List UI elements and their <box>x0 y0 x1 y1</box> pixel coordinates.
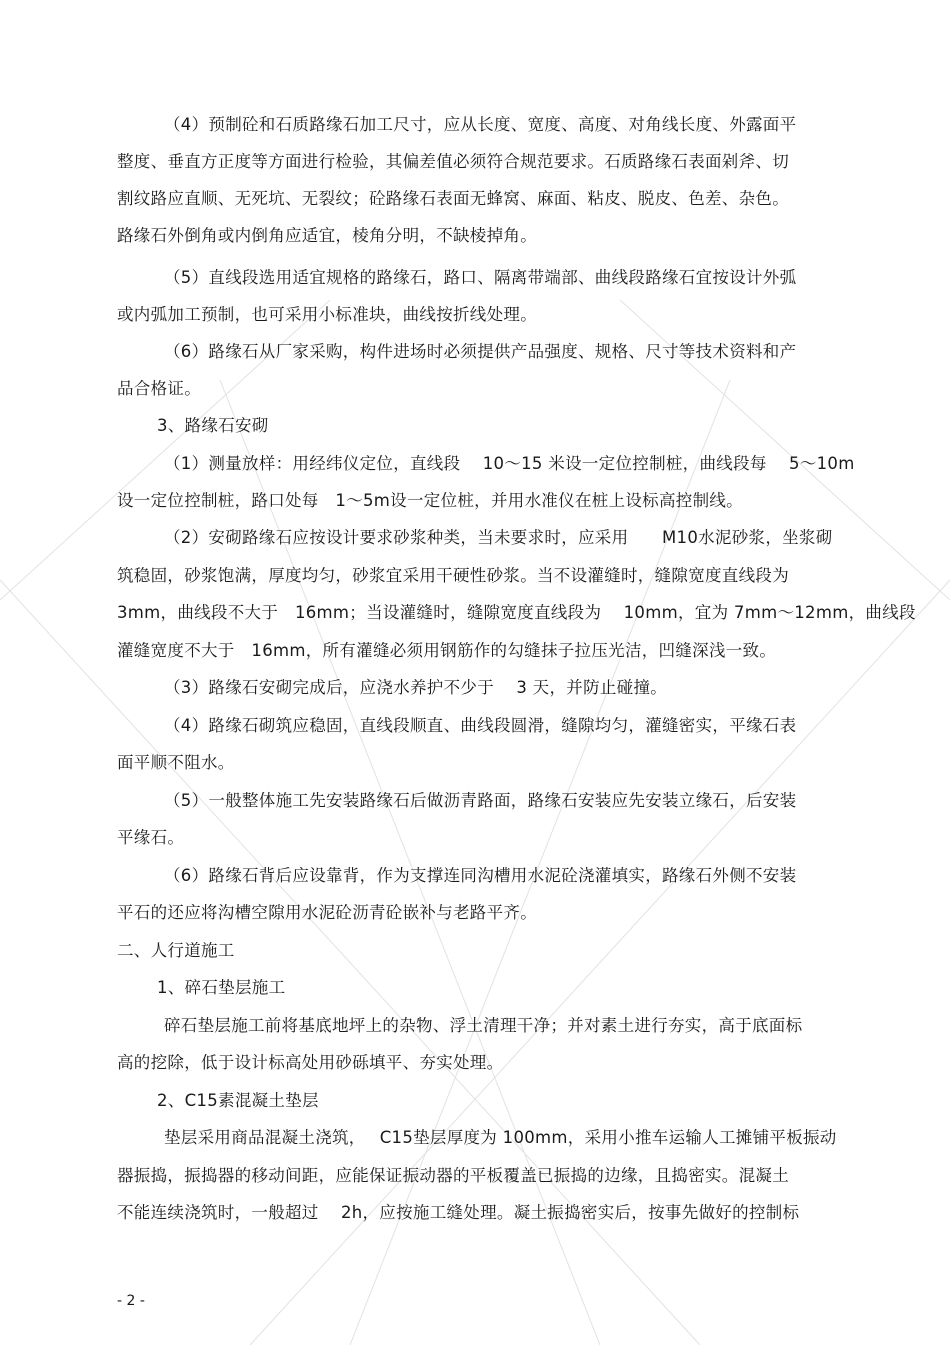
paragraph-line: 高的挖除，低于设计标高处用砂砾填平、夯实处理。 <box>117 1053 504 1072</box>
paragraph-line: 平缘石。 <box>117 828 185 847</box>
paragraph-line: 品合格证。 <box>117 379 201 398</box>
page-number: - 2 - <box>117 1293 145 1309</box>
paragraph-line: 垫层采用商品混凝土浇筑， C15垫层厚度为 100mm，采用小推车运输人工摊铺平板振动 <box>164 1128 837 1147</box>
paragraph-line: 面平顺不阻水。 <box>117 753 235 772</box>
paragraph-line: （2）安砌路缘石应按设计要求砂浆种类，当未要求时，应采用 M10水泥砂浆，坐浆砌 <box>164 528 833 547</box>
paragraph-line: 不能连续浇筑时，一般超过 2h，应按施工缝处理。凝土振捣密实后，按事先做好的控制标 <box>117 1203 800 1222</box>
paragraph-line: 设一定位控制桩，路口处每 1～5m设一定位桩，并用水准仪在桩上设标高控制线。 <box>117 491 743 510</box>
paragraph-line: 碎石垫层施工前将基底地坪上的杂物、浮土清理干净；并对素土进行夯实，高于底面标 <box>164 1016 803 1035</box>
section-heading: 1、碎石垫层施工 <box>157 978 286 997</box>
paragraph-line: （6）路缘石背后应设靠背，作为支撑连同沟槽用水泥砼浇灌填实，路缘石外侧不安装 <box>164 866 797 885</box>
section-heading: 二、人行道施工 <box>117 941 235 960</box>
paragraph-line: （1）测量放样：用经纬仪定位，直线段 10～15 米设一定位控制桩，曲线段每 5～10m <box>164 454 855 473</box>
paragraph-line: 3mm，曲线段不大于 16mm；当设灌缝时，缝隙宽度直线段为 10mm，宜为 7mm～12mm，曲线段 <box>117 603 916 622</box>
paragraph-line: （5）一般整体施工先安装路缘石后做沥青路面，路缘石安装应先安装立缘石，后安装 <box>164 791 797 810</box>
paragraph-line: 灌缝宽度不大于 16mm，所有灌缝必须用钢筋作的勾缝抹子拉压光洁，凹缝深浅一致。 <box>117 641 777 660</box>
paragraph-line: 路缘石外倒角或内倒角应适宜，棱角分明，不缺棱掉角。 <box>117 226 537 245</box>
paragraph-line: （6）路缘石从厂家采购，构件进场时必须提供产品强度、规格、尺寸等技术资料和产 <box>164 342 797 361</box>
paragraph-line: 或内弧加工预制，也可采用小标准块，曲线按折线处理。 <box>117 305 537 324</box>
section-heading: 3、路缘石安砌 <box>157 416 269 435</box>
paragraph-line: 平石的还应将沟槽空隙用水泥砼沥青砼嵌补与老路平齐。 <box>117 903 537 922</box>
paragraph-line: 整度、垂直方正度等方面进行检验，其偏差值必须符合规范要求。石质路缘石表面剁斧、切 <box>117 152 789 171</box>
paragraph-line: 筑稳固，砂浆饱满，厚度均匀，砂浆宜采用干硬性砂浆。当不设灌缝时，缝隙宽度直线段为 <box>117 566 789 585</box>
section-heading: 2、C15素混凝土垫层 <box>157 1091 319 1110</box>
paragraph-line: 器振捣，振捣器的移动间距，应能保证振动器的平板覆盖已振捣的边缘，且捣密实。混凝土 <box>117 1166 789 1185</box>
paragraph-line: （4）预制砼和石质路缘石加工尺寸，应从长度、宽度、高度、对角线长度、外露面平 <box>164 115 797 134</box>
paragraph-line: （5）直线段选用适宜规格的路缘石，路口、隔离带端部、曲线段路缘石宜按设计外弧 <box>164 268 797 287</box>
paragraph-line: （4）路缘石砌筑应稳固，直线段顺直、曲线段圆滑，缝隙均匀，灌缝密实，平缘石表 <box>164 716 797 735</box>
paragraph-line: 割纹路应直顺、无死坑、无裂纹；砼路缘石表面无蜂窝、麻面、粘皮、脱皮、色差、杂色。 <box>117 189 789 208</box>
paragraph-line: （3）路缘石安砌完成后，应浇水养护不少于 3 天，并防止碰撞。 <box>164 678 668 697</box>
